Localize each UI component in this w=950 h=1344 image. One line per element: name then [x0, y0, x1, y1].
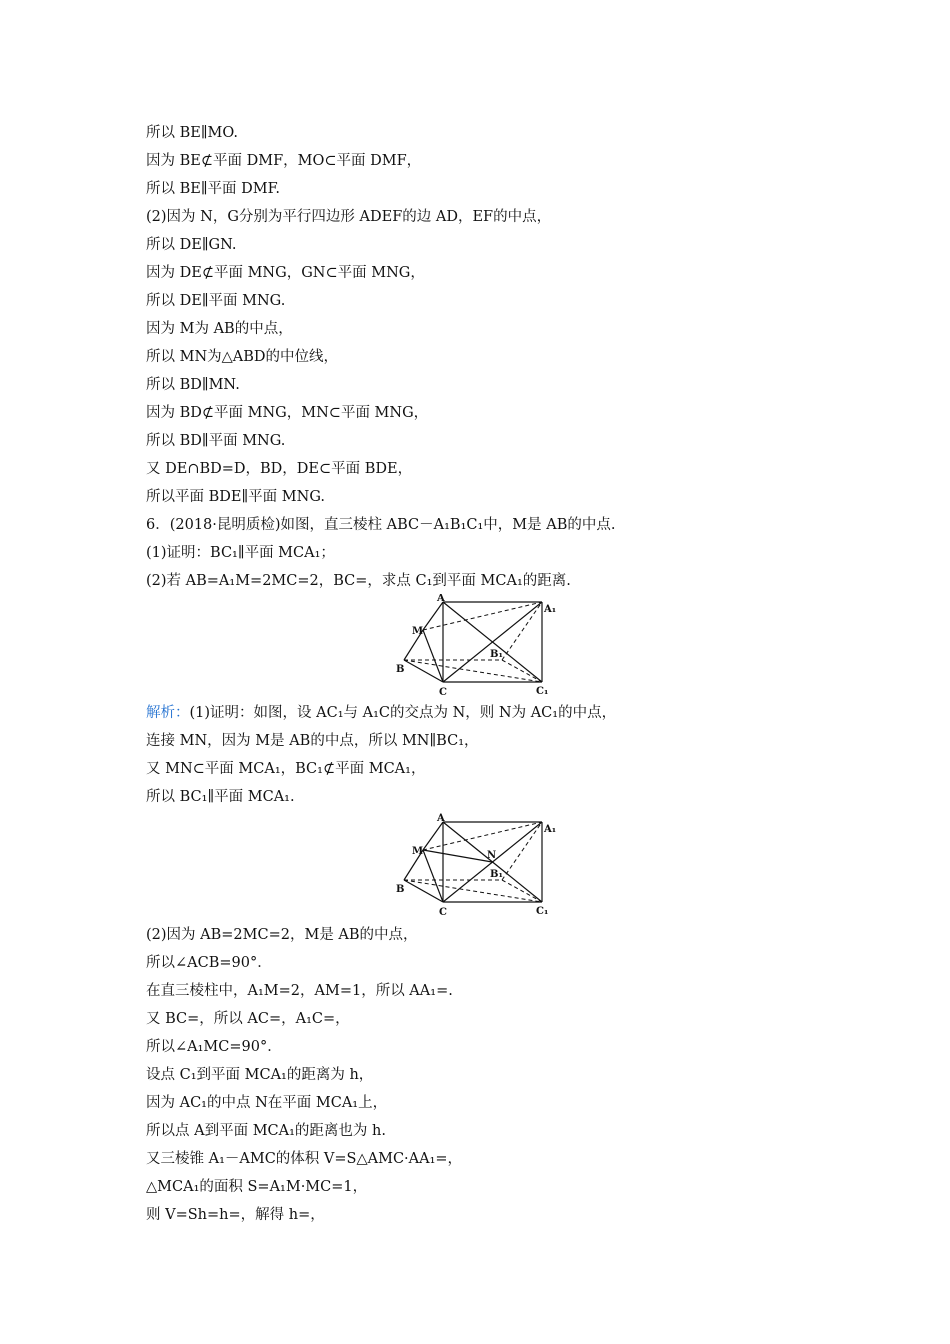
label-b: B — [396, 884, 405, 895]
text-line: 连接 MN，因为 M是 AB的中点，所以 MN∥BC₁， — [146, 733, 479, 749]
analysis-text: (1)证明：如图，设 AC₁与 A₁C的交点为 N，则 N为 AC₁的中点， — [189, 705, 617, 721]
edge-b-c — [404, 880, 443, 902]
text-line: 所以 BD∥MN. — [146, 377, 240, 393]
label-a1: A₁ — [544, 824, 557, 835]
label-m: M — [412, 626, 424, 637]
label-a: A — [437, 594, 445, 604]
label-b1: B₁ — [490, 649, 503, 660]
text-line: 所以 BE∥MO. — [146, 125, 239, 141]
text-line: 又 DE∩BD=D，BD，DE⊂平面 BDE， — [146, 461, 413, 477]
text-line: 所以∠ACB=90°． — [146, 955, 272, 971]
text-line: 则 V=Sh=h=，解得 h=， — [146, 1207, 325, 1223]
problem-heading: 6．(2018·昆明质检)如图，直三棱柱 ABC－A₁B₁C₁中，M是 AB的中点. — [146, 517, 616, 533]
edge-m-c — [423, 850, 443, 902]
label-b1: B₁ — [490, 869, 503, 880]
text-line: (2)因为 N，G分别为平行四边形 ADEF的边 AD，EF的中点， — [146, 209, 552, 225]
text-line: 又三棱锥 A₁－AMC的体积 V=S△AMC·AA₁=， — [146, 1151, 463, 1167]
analysis-label: 解析： — [146, 705, 190, 721]
prism-figure-1 — [390, 594, 560, 698]
label-c: C — [439, 907, 447, 918]
text-line: 因为 BE⊄平面 DMF，MO⊂平面 DMF， — [146, 153, 422, 169]
dashed-b1-a1 — [502, 602, 542, 660]
text-line: (2)因为 AB=2MC=2，M是 AB的中点， — [146, 927, 418, 943]
label-c1: C₁ — [536, 906, 549, 917]
text-line: 所以 DE∥平面 MNG. — [146, 293, 286, 309]
text-line: △MCA₁的面积 S=A₁M·MC=1， — [146, 1179, 368, 1195]
label-c1: C₁ — [536, 686, 549, 697]
edge-m-n — [423, 850, 492, 862]
text-line: 又 BC=，所以 AC=，A₁C=， — [146, 1011, 350, 1027]
text-line: 在直三棱柱中，A₁M=2，AM=1，所以 AA₁=. — [146, 983, 453, 999]
text-line: 设点 C₁到平面 MCA₁的距离为 h， — [146, 1067, 374, 1083]
text-line: 所以点 A到平面 MCA₁的距离也为 h. — [146, 1123, 386, 1139]
text-line: 因为 AC₁的中点 N在平面 MCA₁上， — [146, 1095, 388, 1111]
text-line: 所以∠A₁MC=90°． — [146, 1039, 282, 1055]
label-n: N — [487, 850, 497, 861]
label-a: A — [437, 813, 445, 824]
text-line: (1)证明：BC₁∥平面 MCA₁； — [146, 545, 335, 561]
analysis-line — [146, 703, 616, 723]
text-line: 所以 MN为△ABD的中位线， — [146, 349, 339, 365]
text-line: 所以 BD∥平面 MNG. — [146, 433, 286, 449]
text-line: 所以 BE∥平面 DMF. — [146, 181, 281, 197]
edge-m-c — [423, 630, 443, 682]
dashed-b1-a1 — [502, 822, 542, 880]
label-a1: A₁ — [544, 604, 557, 615]
label-c: C — [439, 687, 447, 698]
label-m: M — [412, 846, 424, 857]
text-line: 因为 DE⊄平面 MNG，GN⊂平面 MNG， — [146, 265, 425, 281]
text-line: 因为 M为 AB的中点， — [146, 321, 293, 337]
text-line: (2)若 AB=A₁M=2MC=2，BC=，求点 C₁到平面 MCA₁的距离. — [146, 573, 571, 589]
text-line: 所以 DE∥GN. — [146, 237, 237, 253]
text-line: 又 MN⊂平面 MCA₁，BC₁⊄平面 MCA₁， — [146, 761, 426, 777]
text-line: 所以平面 BDE∥平面 MNG. — [146, 489, 325, 505]
edge-b-c — [404, 660, 443, 682]
text-line: 所以 BC₁∥平面 MCA₁. — [146, 789, 295, 805]
prism-figure-2 — [390, 812, 560, 920]
label-b: B — [396, 664, 405, 675]
text-line: 因为 BD⊄平面 MNG，MN⊂平面 MNG， — [146, 405, 429, 421]
